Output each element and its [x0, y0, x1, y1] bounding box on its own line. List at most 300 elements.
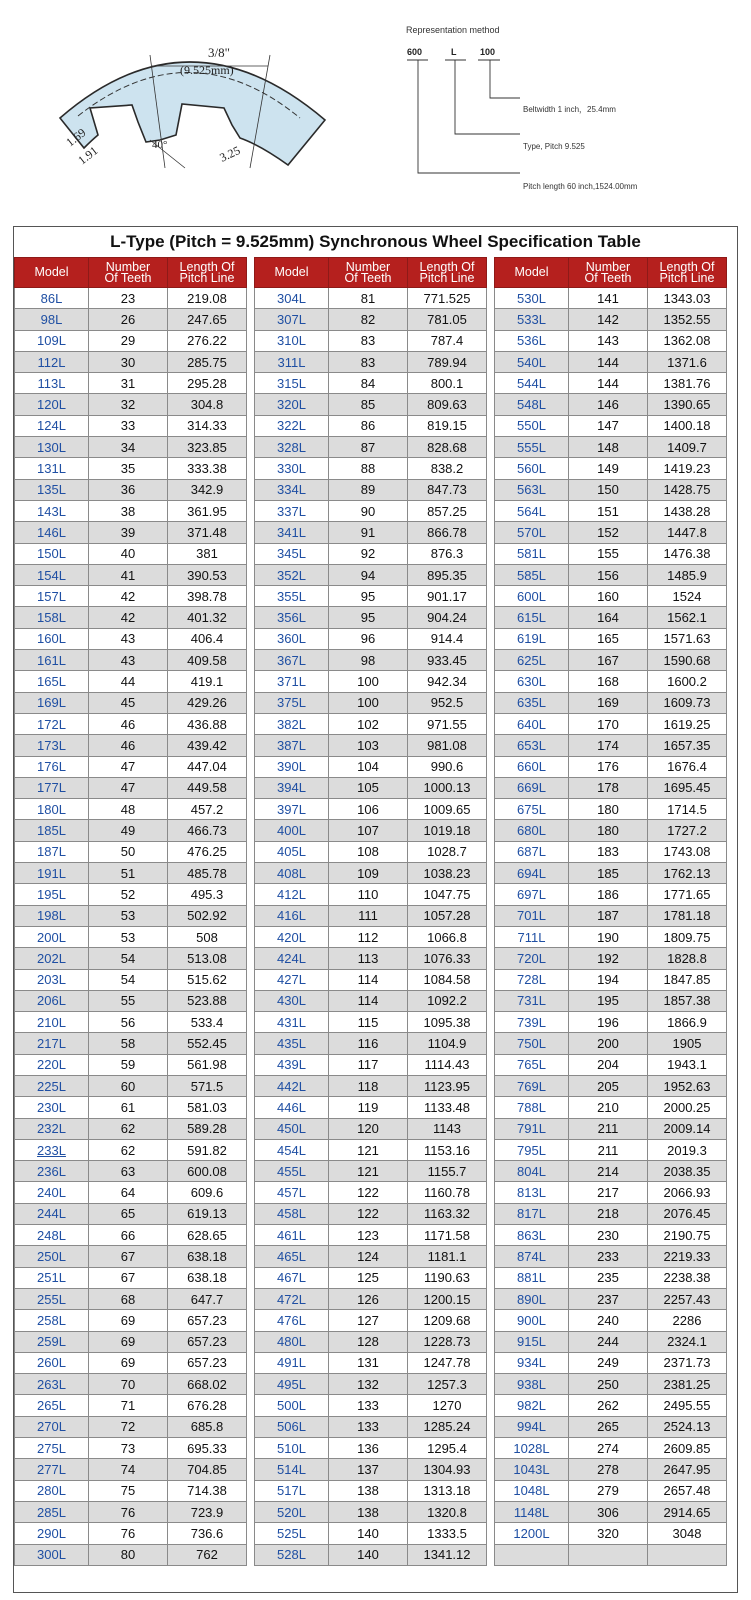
model-cell[interactable]: 520L: [255, 1501, 329, 1522]
model-cell[interactable]: 731L: [495, 990, 569, 1011]
model-cell[interactable]: 405L: [255, 841, 329, 862]
model-cell[interactable]: 435L: [255, 1033, 329, 1054]
length-cell: 1609.73: [648, 692, 727, 713]
model-cell[interactable]: 817L: [495, 1203, 569, 1224]
header-length-line2: Pitch Line: [179, 270, 235, 285]
model-cell[interactable]: 367L: [255, 650, 329, 671]
model-cell[interactable]: 530L: [495, 288, 569, 309]
table-row: [255, 586, 487, 607]
model-cell[interactable]: 371L: [255, 671, 329, 692]
model-cell[interactable]: 455L: [255, 1161, 329, 1182]
table-row: [15, 479, 247, 500]
model-cell[interactable]: 454L: [255, 1139, 329, 1160]
model-cell[interactable]: 544L: [495, 373, 569, 394]
length-cell: 1866.9: [648, 1012, 727, 1033]
model-cell[interactable]: 769L: [495, 1075, 569, 1096]
model-cell[interactable]: 248L: [15, 1225, 89, 1246]
table-row: [15, 905, 247, 926]
model-cell[interactable]: 630L: [495, 671, 569, 692]
teeth-cell: 26: [89, 309, 168, 330]
table-row: [15, 863, 247, 884]
teeth-cell: 164: [569, 607, 648, 628]
model-cell[interactable]: 172L: [15, 713, 89, 734]
model-cell[interactable]: 195L: [15, 884, 89, 905]
model-cell[interactable]: 548L: [495, 394, 569, 415]
model-cell[interactable]: 675L: [495, 799, 569, 820]
table-row: [15, 1501, 247, 1522]
model-cell[interactable]: 397L: [255, 799, 329, 820]
model-cell[interactable]: 765L: [495, 1054, 569, 1075]
teeth-cell: 176: [569, 756, 648, 777]
model-cell[interactable]: 600L: [495, 586, 569, 607]
model-cell[interactable]: 619L: [495, 628, 569, 649]
model-cell[interactable]: 260L: [15, 1352, 89, 1373]
model-cell[interactable]: 240L: [15, 1182, 89, 1203]
length-cell: 1743.08: [648, 841, 727, 862]
table-row: [495, 415, 727, 436]
model-cell[interactable]: 525L: [255, 1523, 329, 1544]
model-cell[interactable]: 390L: [255, 756, 329, 777]
table-row: [15, 735, 247, 756]
teeth-cell: 50: [89, 841, 168, 862]
model-cell[interactable]: 236L: [15, 1161, 89, 1182]
length-cell: 508: [168, 926, 247, 947]
teeth-cell: 211: [569, 1118, 648, 1139]
model-cell[interactable]: 680L: [495, 820, 569, 841]
model-cell[interactable]: 304L: [255, 288, 329, 309]
teeth-cell: 89: [329, 479, 408, 500]
model-cell[interactable]: 431L: [255, 1012, 329, 1033]
teeth-cell: 72: [89, 1416, 168, 1437]
table-row: [255, 479, 487, 500]
table-row: [255, 990, 487, 1011]
model-cell[interactable]: 813L: [495, 1182, 569, 1203]
table-row: [495, 1225, 727, 1246]
model-cell[interactable]: 506L: [255, 1416, 329, 1437]
model-cell[interactable]: 795L: [495, 1139, 569, 1160]
model-cell[interactable]: 476L: [255, 1310, 329, 1331]
table-row: [495, 713, 727, 734]
table-row: [255, 948, 487, 969]
table-row: [255, 607, 487, 628]
model-cell[interactable]: 150L: [15, 543, 89, 564]
model-cell[interactable]: 233L: [15, 1139, 89, 1160]
model-cell[interactable]: 791L: [495, 1118, 569, 1139]
teeth-cell: 141: [569, 288, 648, 309]
header-length: [168, 258, 247, 288]
model-cell[interactable]: 322L: [255, 415, 329, 436]
model-cell[interactable]: 1048L: [495, 1480, 569, 1501]
model-cell[interactable]: 290L: [15, 1523, 89, 1544]
model-cell[interactable]: 263L: [15, 1374, 89, 1395]
model-cell[interactable]: 528L: [255, 1544, 329, 1565]
model-cell[interactable]: 185L: [15, 820, 89, 841]
model-cell[interactable]: 311L: [255, 351, 329, 372]
model-cell[interactable]: 446L: [255, 1097, 329, 1118]
model-cell[interactable]: 356L: [255, 607, 329, 628]
teeth-cell: 46: [89, 713, 168, 734]
model-cell[interactable]: 994L: [495, 1416, 569, 1437]
teeth-cell: 61: [89, 1097, 168, 1118]
model-cell[interactable]: 555L: [495, 437, 569, 458]
table-row: [495, 820, 727, 841]
model-cell[interactable]: 330L: [255, 458, 329, 479]
model-cell[interactable]: 180L: [15, 799, 89, 820]
model-cell[interactable]: 230L: [15, 1097, 89, 1118]
model-cell[interactable]: 510L: [255, 1438, 329, 1459]
model-cell[interactable]: 244L: [15, 1203, 89, 1224]
model-cell[interactable]: 450L: [255, 1118, 329, 1139]
model-cell[interactable]: 109L: [15, 330, 89, 351]
length-cell: 600.08: [168, 1161, 247, 1182]
table-row: [15, 650, 247, 671]
model-cell[interactable]: 427L: [255, 969, 329, 990]
model-cell[interactable]: 328L: [255, 437, 329, 458]
model-cell[interactable]: 300L: [15, 1544, 89, 1565]
teeth-cell: 152: [569, 522, 648, 543]
model-cell[interactable]: 345L: [255, 543, 329, 564]
teeth-cell: 140: [329, 1523, 408, 1544]
model-cell[interactable]: 635L: [495, 692, 569, 713]
teeth-cell: 59: [89, 1054, 168, 1075]
model-cell[interactable]: 1148L: [495, 1501, 569, 1522]
teeth-cell: 65: [89, 1203, 168, 1224]
model-cell[interactable]: 131L: [15, 458, 89, 479]
table-row: [255, 713, 487, 734]
model-cell[interactable]: 439L: [255, 1054, 329, 1075]
length-cell: 1371.6: [648, 351, 727, 372]
table-row: [255, 1310, 487, 1331]
model-cell[interactable]: 400L: [255, 820, 329, 841]
model-cell[interactable]: 255L: [15, 1288, 89, 1309]
model-cell[interactable]: 1043L: [495, 1459, 569, 1480]
model-cell[interactable]: 334L: [255, 479, 329, 500]
model-cell[interactable]: 220L: [15, 1054, 89, 1075]
model-cell[interactable]: 564L: [495, 500, 569, 521]
teeth-cell: 58: [89, 1033, 168, 1054]
model-cell[interactable]: 251L: [15, 1267, 89, 1288]
model-cell[interactable]: 258L: [15, 1310, 89, 1331]
model-cell[interactable]: 154L: [15, 564, 89, 585]
model-cell[interactable]: 98L: [15, 309, 89, 330]
model-cell[interactable]: 720L: [495, 948, 569, 969]
length-cell: 381: [168, 543, 247, 564]
length-cell: 1341.12: [408, 1544, 487, 1565]
table-row: [255, 1395, 487, 1416]
model-cell[interactable]: 217L: [15, 1033, 89, 1054]
model-cell[interactable]: 581L: [495, 543, 569, 564]
teeth-cell: 100: [329, 692, 408, 713]
pitch-length-note: Pitch length 60 inch,1524.00mm: [523, 182, 638, 191]
teeth-cell: 106: [329, 799, 408, 820]
model-cell[interactable]: 563L: [495, 479, 569, 500]
table-row: [255, 926, 487, 947]
model-cell[interactable]: 934L: [495, 1352, 569, 1373]
model-cell[interactable]: 355L: [255, 586, 329, 607]
model-cell[interactable]: 408L: [255, 863, 329, 884]
teeth-cell: 132: [329, 1374, 408, 1395]
model-cell[interactable]: 585L: [495, 564, 569, 585]
length-cell: 2038.35: [648, 1161, 727, 1182]
model-cell[interactable]: 120L: [15, 394, 89, 415]
table-row: [495, 607, 727, 628]
model-cell[interactable]: 232L: [15, 1118, 89, 1139]
model-cell[interactable]: 697L: [495, 884, 569, 905]
model-cell[interactable]: 890L: [495, 1288, 569, 1309]
model-cell[interactable]: 135L: [15, 479, 89, 500]
teeth-cell: 122: [329, 1182, 408, 1203]
model-cell[interactable]: 938L: [495, 1374, 569, 1395]
table-row: [495, 1267, 727, 1288]
model-cell[interactable]: 206L: [15, 990, 89, 1011]
table-row: [15, 500, 247, 521]
model-cell[interactable]: 804L: [495, 1161, 569, 1182]
table-row: [15, 1523, 247, 1544]
length-cell: 1009.65: [408, 799, 487, 820]
model-cell[interactable]: 124L: [15, 415, 89, 436]
table-row: [495, 1182, 727, 1203]
model-cell[interactable]: 570L: [495, 522, 569, 543]
length-cell: 449.58: [168, 777, 247, 798]
length-cell: 1304.93: [408, 1459, 487, 1480]
model-cell[interactable]: 307L: [255, 309, 329, 330]
teeth-cell: 204: [569, 1054, 648, 1075]
model-cell[interactable]: 187L: [15, 841, 89, 862]
length-cell: 485.78: [168, 863, 247, 884]
model-cell[interactable]: 315L: [255, 373, 329, 394]
model-cell[interactable]: 86L: [15, 288, 89, 309]
teeth-cell: 104: [329, 756, 408, 777]
model-cell[interactable]: 517L: [255, 1480, 329, 1501]
model-cell[interactable]: 270L: [15, 1416, 89, 1437]
teeth-cell: 210: [569, 1097, 648, 1118]
model-cell[interactable]: 874L: [495, 1246, 569, 1267]
model-cell[interactable]: 615L: [495, 607, 569, 628]
model-cell[interactable]: 160L: [15, 628, 89, 649]
model-cell[interactable]: 1200L: [495, 1523, 569, 1544]
teeth-cell: 82: [329, 309, 408, 330]
model-cell[interactable]: 687L: [495, 841, 569, 862]
model-cell[interactable]: 788L: [495, 1097, 569, 1118]
model-cell[interactable]: 982L: [495, 1395, 569, 1416]
model-cell[interactable]: 467L: [255, 1267, 329, 1288]
model-cell[interactable]: 143L: [15, 500, 89, 521]
teeth-cell: 87: [329, 437, 408, 458]
length-cell: 1076.33: [408, 948, 487, 969]
table-row: [495, 479, 727, 500]
teeth-cell: 123: [329, 1225, 408, 1246]
length-cell: 1762.13: [648, 863, 727, 884]
header-row: [495, 258, 727, 288]
model-cell[interactable]: 863L: [495, 1225, 569, 1246]
model-cell[interactable]: 420L: [255, 926, 329, 947]
model-cell[interactable]: 130L: [15, 437, 89, 458]
model-cell[interactable]: 341L: [255, 522, 329, 543]
model-cell[interactable]: 169L: [15, 692, 89, 713]
table-row: [15, 1416, 247, 1437]
length-cell: 533.4: [168, 1012, 247, 1033]
model-cell[interactable]: 165L: [15, 671, 89, 692]
model-cell[interactable]: 915L: [495, 1331, 569, 1352]
model-cell[interactable]: 113L: [15, 373, 89, 394]
model-cell[interactable]: 1028L: [495, 1438, 569, 1459]
model-cell[interactable]: 360L: [255, 628, 329, 649]
model-cell[interactable]: 275L: [15, 1438, 89, 1459]
model-cell[interactable]: 200L: [15, 926, 89, 947]
model-cell[interactable]: 750L: [495, 1033, 569, 1054]
teeth-cell: 44: [89, 671, 168, 692]
model-cell[interactable]: 500L: [255, 1395, 329, 1416]
teeth-cell: 121: [329, 1139, 408, 1160]
model-cell[interactable]: 176L: [15, 756, 89, 777]
length-cell: 1200.15: [408, 1288, 487, 1309]
table-row: [495, 1331, 727, 1352]
model-cell[interactable]: 461L: [255, 1225, 329, 1246]
model-cell[interactable]: 146L: [15, 522, 89, 543]
model-cell[interactable]: 728L: [495, 969, 569, 990]
table-row: [15, 1182, 247, 1203]
model-cell[interactable]: 285L: [15, 1501, 89, 1522]
table-row: [15, 586, 247, 607]
length-cell: 723.9: [168, 1501, 247, 1522]
model-cell[interactable]: 382L: [255, 713, 329, 734]
table-row: [15, 820, 247, 841]
model-cell[interactable]: 465L: [255, 1246, 329, 1267]
table-row: [255, 1480, 487, 1501]
teeth-cell: 244: [569, 1331, 648, 1352]
table-row: [495, 799, 727, 820]
model-cell[interactable]: 701L: [495, 905, 569, 926]
model-cell[interactable]: 416L: [255, 905, 329, 926]
model-cell[interactable]: 457L: [255, 1182, 329, 1203]
teeth-cell: 81: [329, 288, 408, 309]
model-cell[interactable]: 660L: [495, 756, 569, 777]
teeth-cell: 38: [89, 500, 168, 521]
model-cell[interactable]: 540L: [495, 351, 569, 372]
teeth-cell: 138: [329, 1501, 408, 1522]
length-cell: 3048: [648, 1523, 727, 1544]
model-cell[interactable]: 387L: [255, 735, 329, 756]
model-cell[interactable]: 495L: [255, 1374, 329, 1395]
length-cell: 2371.73: [648, 1352, 727, 1373]
model-cell[interactable]: 177L: [15, 777, 89, 798]
model-cell[interactable]: 112L: [15, 351, 89, 372]
model-cell[interactable]: 653L: [495, 735, 569, 756]
code-L: L: [451, 47, 457, 57]
table-row: [495, 735, 727, 756]
length-cell: 762: [168, 1544, 247, 1565]
model-cell[interactable]: 694L: [495, 863, 569, 884]
length-cell: 219.08: [168, 288, 247, 309]
model-cell[interactable]: 225L: [15, 1075, 89, 1096]
model-cell[interactable]: 533L: [495, 309, 569, 330]
model-cell[interactable]: 430L: [255, 990, 329, 1011]
dim-169-label: 1.69: [63, 125, 89, 150]
model-cell[interactable]: 900L: [495, 1310, 569, 1331]
model-cell[interactable]: 472L: [255, 1288, 329, 1309]
model-cell[interactable]: 711L: [495, 926, 569, 947]
table-row: [255, 1182, 487, 1203]
model-cell[interactable]: 157L: [15, 586, 89, 607]
length-cell: 2000.25: [648, 1097, 727, 1118]
model-cell[interactable]: 424L: [255, 948, 329, 969]
model-cell[interactable]: 739L: [495, 1012, 569, 1033]
header-length-line1: Length Of: [659, 259, 715, 274]
model-cell[interactable]: 161L: [15, 650, 89, 671]
teeth-cell: 218: [569, 1203, 648, 1224]
model-cell[interactable]: 259L: [15, 1331, 89, 1352]
teeth-cell: 73: [89, 1438, 168, 1459]
model-cell[interactable]: 375L: [255, 692, 329, 713]
model-cell[interactable]: 394L: [255, 777, 329, 798]
model-cell[interactable]: 310L: [255, 330, 329, 351]
table-block-1: [14, 257, 246, 1566]
model-cell[interactable]: 198L: [15, 905, 89, 926]
teeth-cell: 109: [329, 863, 408, 884]
teeth-cell: 76: [89, 1523, 168, 1544]
header-row: [255, 258, 487, 288]
model-cell[interactable]: 352L: [255, 564, 329, 585]
model-cell[interactable]: 625L: [495, 650, 569, 671]
model-cell[interactable]: 442L: [255, 1075, 329, 1096]
model-cell[interactable]: 669L: [495, 777, 569, 798]
teeth-cell: 39: [89, 522, 168, 543]
model-cell[interactable]: 560L: [495, 458, 569, 479]
model-cell[interactable]: 458L: [255, 1203, 329, 1224]
model-cell[interactable]: 320L: [255, 394, 329, 415]
length-cell: 476.25: [168, 841, 247, 862]
teeth-cell: 274: [569, 1438, 648, 1459]
model-cell[interactable]: 491L: [255, 1352, 329, 1373]
model-cell[interactable]: 173L: [15, 735, 89, 756]
model-cell[interactable]: 265L: [15, 1395, 89, 1416]
teeth-cell: 214: [569, 1161, 648, 1182]
table-row: [15, 543, 247, 564]
model-cell[interactable]: 280L: [15, 1480, 89, 1501]
table-row: [495, 948, 727, 969]
model-cell[interactable]: 514L: [255, 1459, 329, 1480]
model-cell[interactable]: 640L: [495, 713, 569, 734]
model-cell[interactable]: 210L: [15, 1012, 89, 1033]
model-cell[interactable]: 337L: [255, 500, 329, 521]
model-cell[interactable]: 550L: [495, 415, 569, 436]
table-row: [495, 1203, 727, 1224]
table-row: [495, 586, 727, 607]
model-cell[interactable]: 480L: [255, 1331, 329, 1352]
model-cell[interactable]: 881L: [495, 1267, 569, 1288]
header-length-line2: Pitch Line: [419, 270, 475, 285]
length-cell: 1285.24: [408, 1416, 487, 1437]
model-cell[interactable]: 536L: [495, 330, 569, 351]
table-row: [15, 1203, 247, 1224]
model-cell[interactable]: 191L: [15, 863, 89, 884]
model-cell[interactable]: 203L: [15, 969, 89, 990]
model-cell[interactable]: 202L: [15, 948, 89, 969]
table-row: [255, 522, 487, 543]
model-cell[interactable]: 250L: [15, 1246, 89, 1267]
table-row: [495, 756, 727, 777]
length-cell: 809.63: [408, 394, 487, 415]
spec-table: [13, 226, 738, 1593]
model-cell[interactable]: 412L: [255, 884, 329, 905]
teeth-cell: 165: [569, 628, 648, 649]
teeth-cell: 98: [329, 650, 408, 671]
teeth-cell: 250: [569, 1374, 648, 1395]
model-cell[interactable]: 277L: [15, 1459, 89, 1480]
model-cell[interactable]: 158L: [15, 607, 89, 628]
teeth-cell: 90: [329, 500, 408, 521]
length-cell: 1143: [408, 1118, 487, 1139]
